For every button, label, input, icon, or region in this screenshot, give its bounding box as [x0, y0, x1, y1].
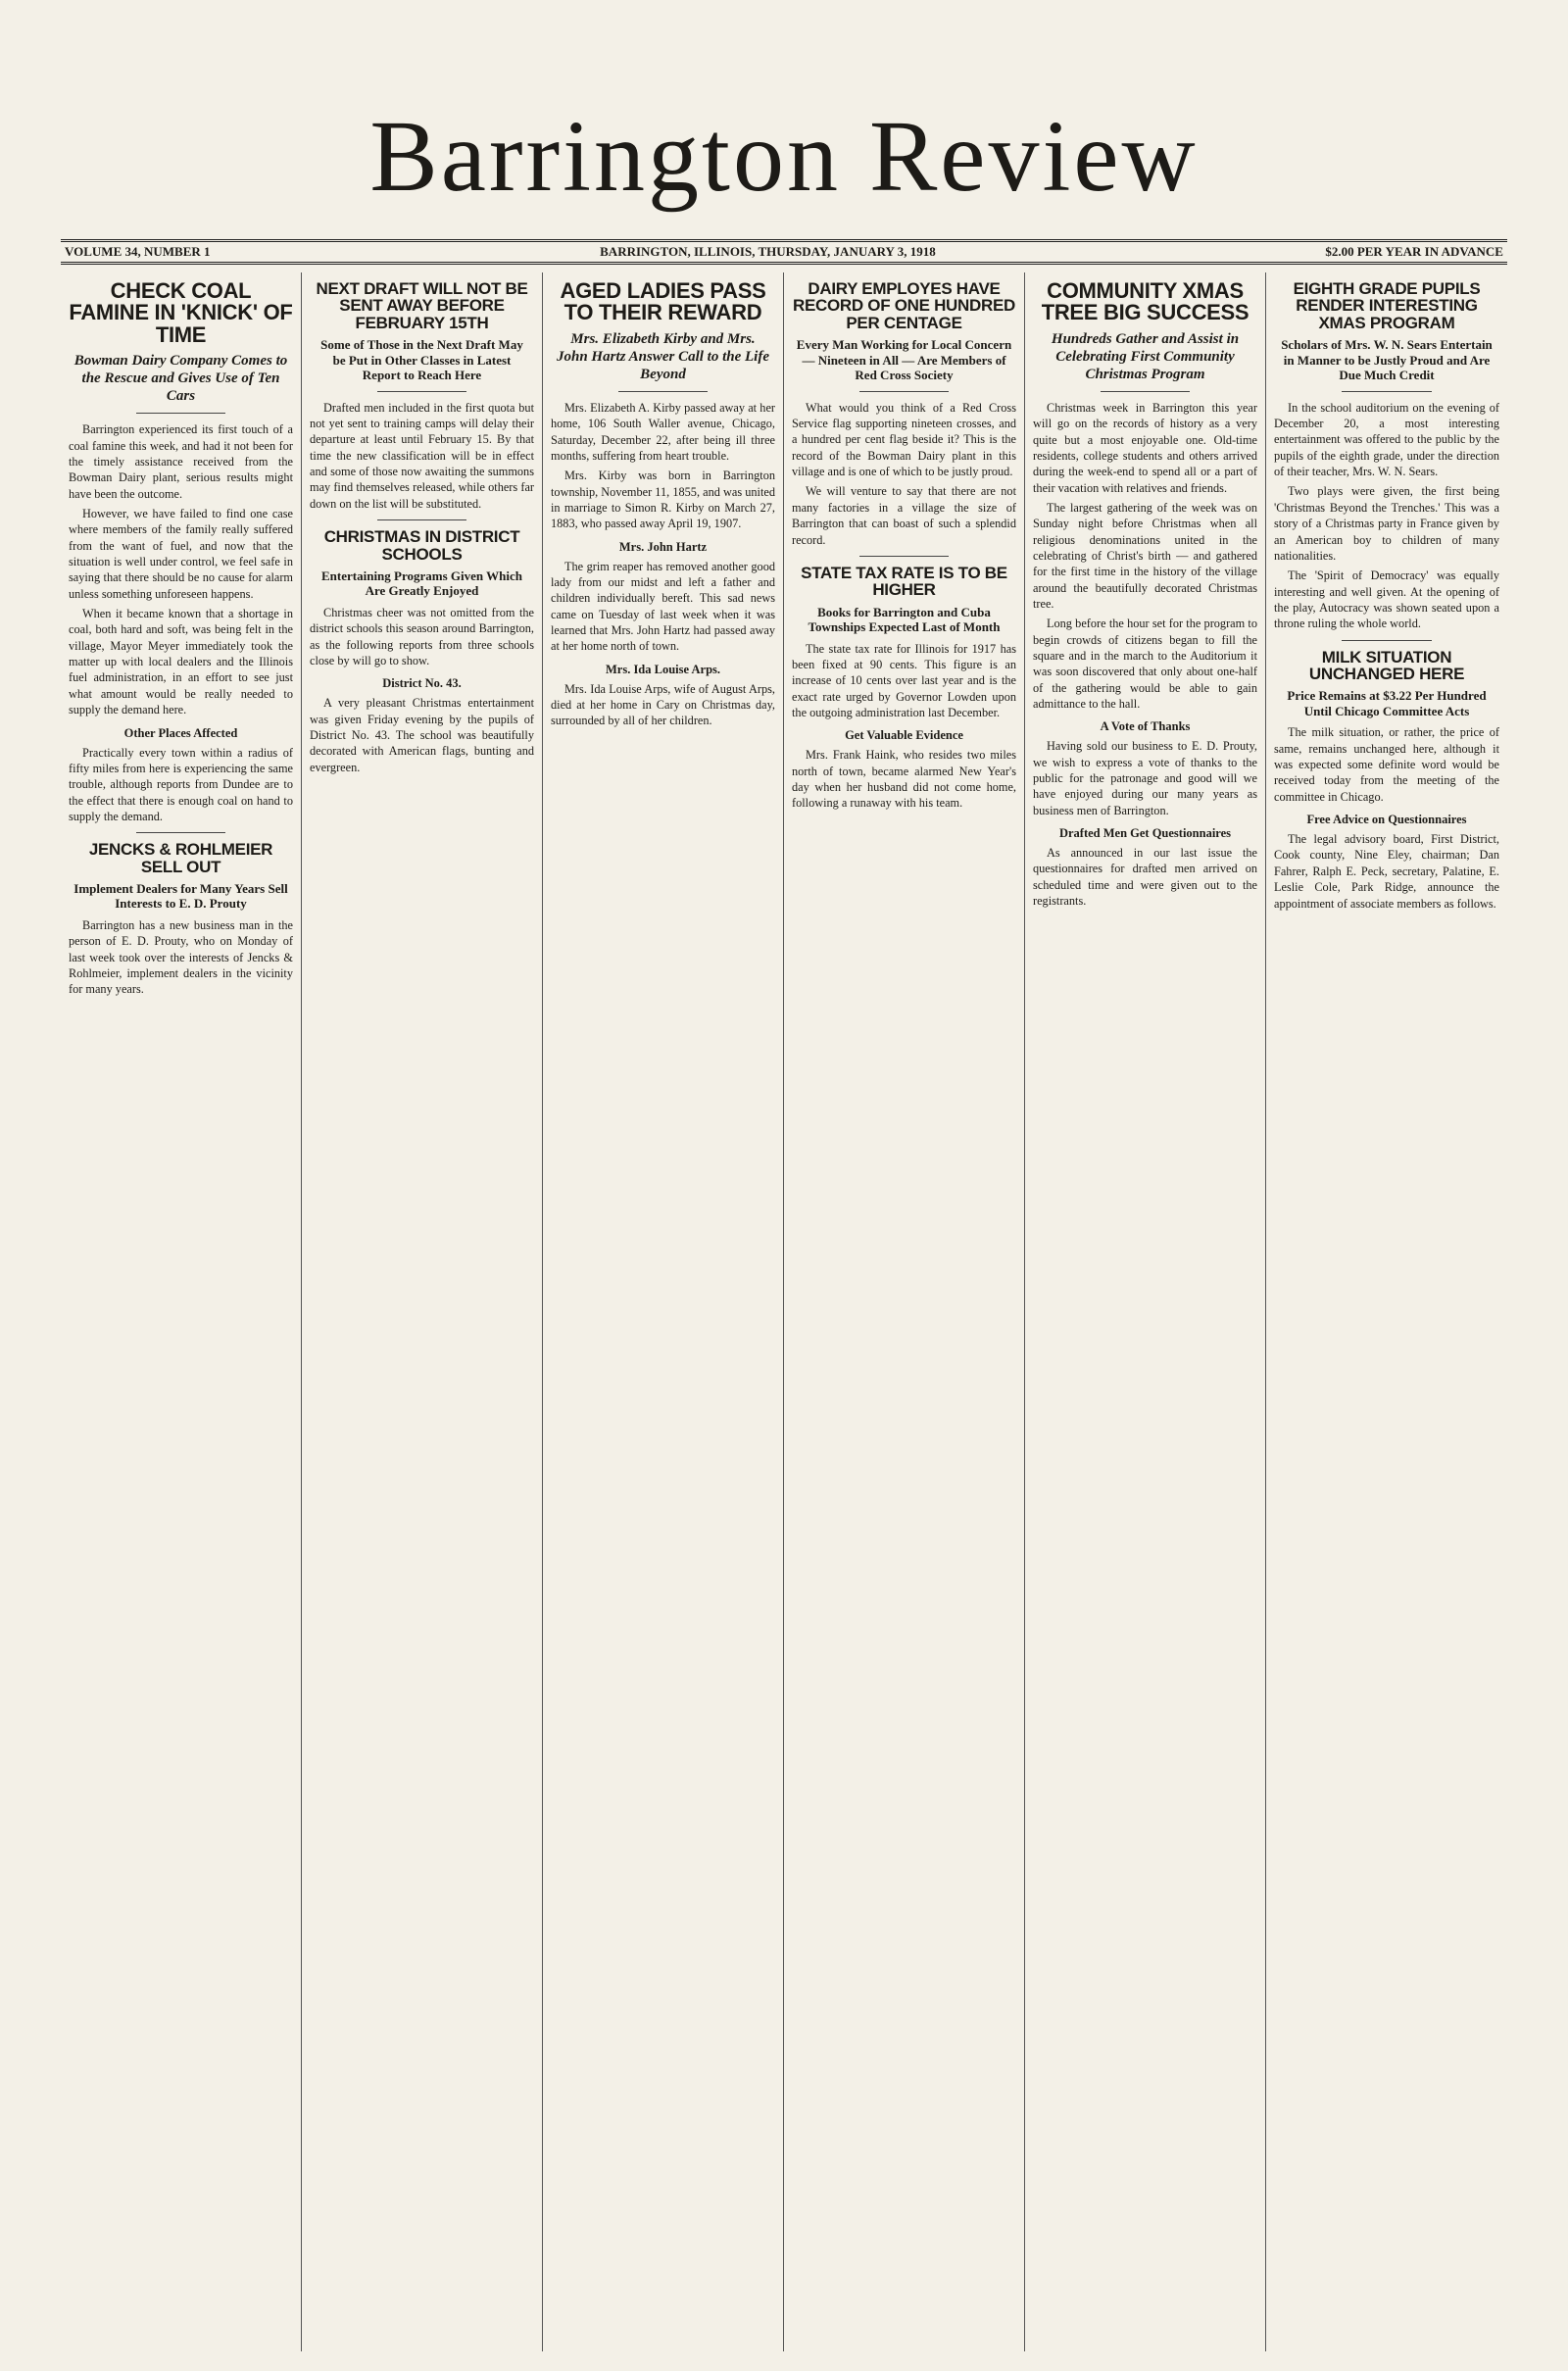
paragraph: Christmas week in Barrington this year will go on the records of history as a very quite but a most enjoyable one. Old-time residents, college students and others arrived during the week-end to spend all or a part of their vacation with relatives and friends. [1033, 400, 1257, 495]
divider [136, 832, 226, 833]
paragraph: Mrs. Frank Haink, who resides two miles north of town, became alarmed New Year's day when her husband did not come home, following a runaway with his team. [792, 748, 1016, 811]
divider [618, 391, 709, 392]
paragraph: The milk situation, or rather, the price of same, remains unchanged here, although it was expected some definite word would be received today from the meeting of the committee in Chicago. [1274, 725, 1499, 804]
paragraph: Drafted men included in the first quota but not yet sent to training camps will delay their departure at least until February 15. By that time the new classification will be in effect and some of those now awaiting the summons may find themselves released, while others far down on the list will be substituted. [310, 400, 534, 511]
paragraph: When it became known that a shortage in coal, both hard and soft, was being felt in the village, Mayor Meyer immediately took the matter up with local dealers and the Illinois fuel administration, in an effort to see just what amount would be really needed to supply the demand here. [69, 607, 293, 717]
paragraph: Practically every town within a radius of fifty miles from here is experiencing the same trouble, although reports from Dundee are to the effect that there is enough coal on hand to supply the demand. [69, 745, 293, 823]
deck-coal-famine: Bowman Dairy Company Comes to the Rescue and Gives Use of Ten Cars [74, 353, 288, 405]
divider [1342, 391, 1432, 392]
subscription-price: $2.00 PER YEAR IN ADVANCE [1325, 244, 1503, 259]
masthead [61, 0, 1507, 231]
column-3 [543, 272, 784, 2351]
deck-state-tax: Books for Barrington and Cuba Townships Expected Last of Month [808, 604, 1001, 635]
paragraph: Christmas cheer was not omitted from the district schools this season around Barrington, as the following reports from three schools close by will go to show. [310, 606, 534, 668]
paragraph: Mrs. Ida Louise Arps, wife of August Arps, died at her home in Cary on Christmas day, surrounded by all of her children. [551, 681, 775, 728]
divider [1101, 391, 1191, 392]
headline-coal-famine: CHECK COAL FAMINE IN 'KNICK' OF TIME [69, 278, 293, 347]
paragraph: We will venture to say that there are not many factories in a village the size of Barrington that can boast of such a splendid record. [792, 484, 1016, 547]
deck-jencks-rohlmeier: Implement Dealers for Many Years Sell Interests to E. D. Prouty [74, 880, 288, 912]
headline-aged-ladies: AGED LADIES PASS TO THEIR REWARD [560, 278, 766, 325]
paragraph: The largest gathering of the week was on Sunday night before Christmas when all religious denominations united in the celebrating of Christ's birth — and gathered for the first time in the history of the village around the beautifully decorated Christmas tree. [1033, 500, 1257, 611]
divider [1342, 640, 1432, 641]
issue-date: BARRINGTON, ILLINOIS, THURSDAY, JANUARY 3, 1918 [600, 244, 936, 259]
article-columns [61, 272, 1507, 2351]
paragraph: What would you think of a Red Cross Service flag supporting nineteen crosses, and a hundred per cent flag beside it? This is the record of the Bowman Dairy plant in this village and is one of which to be justly proud. [792, 400, 1016, 479]
paragraph: As announced in our last issue the questionnaires for drafted men arrived on scheduled time and were given out to the registrants. [1033, 846, 1257, 909]
newspaper-title: Barrington Review [369, 100, 1199, 213]
subhead: Free Advice on Questionnaires [1306, 813, 1467, 827]
paragraph: Barrington experienced its first touch of a coal famine this week, and had it not been for the timely assistance received from the Bowman Dairy plant, serious results might have been the outcome. [69, 422, 293, 501]
divider [136, 413, 226, 414]
column-5 [1025, 272, 1266, 2351]
paragraph: The grim reaper has removed another good lady from our midst and left a father and children individually bereft. This sad news came on Tuesday of last week when it was learned that Mrs. John Hartz had passed away at her home north of town. [551, 559, 775, 654]
headline-eighth-grade: EIGHTH GRADE PUPILS RENDER INTERESTING XMAS PROGRAM [1293, 279, 1481, 332]
paragraph: Having sold our business to E. D. Prouty, we wish to express a vote of thanks to the public for the patronage and good will we have enjoyed during our many years as business men of Barrington. [1033, 739, 1257, 817]
subhead: Mrs. John Hartz [618, 539, 708, 554]
subhead: Drafted Men Get Questionnaires [1058, 826, 1232, 841]
subhead: Other Places Affected [123, 725, 238, 740]
headline-state-tax: STATE TAX RATE IS TO BE HIGHER [801, 563, 1007, 600]
column-6 [1266, 272, 1507, 2351]
volume-number: VOLUME 34, NUMBER 1 [65, 244, 211, 259]
paragraph: However, we have failed to find one case where members of the family really suffered from the want of fuel, and now that the situation is well under control, we feel safe in saying that there should be no cause for alarm unless something unforeseen happens. [69, 507, 293, 601]
divider [377, 391, 467, 392]
paragraph: Two plays were given, the first being 'Christmas Beyond the Trenches.' This was a story of a Christmas party in France given by an American boy to children of many nationalities. [1274, 484, 1499, 563]
column-4 [784, 272, 1025, 2351]
paragraph: Mrs. Kirby was born in Barrington township, November 11, 1855, and was united in marriage to Simon R. Kirby on March 27, 1883, who passed away April 19, 1907. [551, 469, 775, 531]
dateline-bar [61, 239, 1507, 265]
deck-district-schools: Entertaining Programs Given Which Are Greatly Enjoyed [321, 568, 522, 599]
paragraph: The state tax rate for Illinois for 1917 has been fixed at 90 cents. This figure is an increase of 10 cents over last year and is the exact rate urged by Governor Lowden upon the outgoing administration last December. [792, 641, 1016, 720]
paragraph: A very pleasant Christmas entertainment was given Friday evening by the pupils of District No. 43. The school was beautifully decorated with American flags, bunting and evergreen. [310, 696, 534, 774]
column-1 [61, 272, 302, 2351]
deck-dairy-employes: Every Man Working for Local Concern — Nineteen in All — Are Members of Red Cross Society [796, 336, 1012, 383]
paragraph: Barrington has a new business man in the person of E. D. Prouty, who on Monday of last week took over the interests of Jencks & Rohlmeier, implement dealers in the vicinity for many years. [69, 918, 293, 997]
subhead: Get Valuable Evidence [845, 728, 963, 743]
deck-eighth-grade: Scholars of Mrs. W. N. Sears Entertain in Manner to be Justly Proud and Are Due Much Credit [1281, 336, 1493, 383]
column-2 [302, 272, 543, 2351]
headline-dairy-employes: DAIRY EMPLOYES HAVE RECORD OF ONE HUNDRED PER CENTAGE [793, 279, 1015, 332]
paragraph: The 'Spirit of Democracy' was equally interesting and well given. At the opening of the play, Autocracy was shown seated upon a throne ruling the whole world. [1274, 568, 1499, 631]
headline-milk-situation: MILK SITUATION UNCHANGED HERE [1308, 647, 1465, 683]
headline-district-schools: CHRISTMAS IN DISTRICT SCHOOLS [323, 527, 520, 564]
deck-community-xmas: Hundreds Gather and Assist in Celebrating First Community Christmas Program [1051, 330, 1240, 382]
headline-jencks-rohlmeier: JENCKS & ROHLMEIER SELL OUT [88, 840, 273, 876]
subhead: District No. 43. [382, 676, 462, 691]
subhead: A Vote of Thanks [1100, 719, 1191, 734]
deck-aged-ladies: Mrs. Elizabeth Kirby and Mrs. John Hartz Answer Call to the Life Beyond [557, 330, 769, 382]
paragraph: Mrs. Elizabeth A. Kirby passed away at her home, 106 South Waller avenue, Chicago, Saturday, December 22, after being ill three months, suffering from heart trouble. [551, 400, 775, 463]
headline-community-xmas: COMMUNITY XMAS TREE BIG SUCCESS [1041, 278, 1250, 325]
divider [859, 391, 950, 392]
deck-milk-situation: Price Remains at $3.22 Per Hundred Until Chicago Committee Acts [1287, 688, 1487, 718]
subhead: Mrs. Ida Louise Arps. [605, 662, 721, 676]
paragraph: The legal advisory board, First District, Cook county, Nine Eley, chairman; Dan Fahrer, Ralph E. Peck, secretary, Palatine, E. Leslie Cole, Park Ridge, announce the appointment of associate members as follows. [1274, 832, 1499, 911]
paragraph: Long before the hour set for the program to begin crowds of citizens began to fill the square and in the march to the Auditorium it was soon discovered that only about one-half of the gathering would be able to gain admittance to the hall. [1033, 617, 1257, 712]
divider [377, 519, 467, 520]
paragraph: In the school auditorium on the evening of December 20, a most interesting entertainment was offered to the public by the pupils of the eighth grade, under the direction of their teacher, Mrs. W. N. Sears. [1274, 400, 1499, 479]
headline-next-draft: NEXT DRAFT WILL NOT BE SENT AWAY BEFORE FEBRUARY 15TH [316, 279, 528, 332]
deck-next-draft: Some of Those in the Next Draft May be Put in Other Classes in Latest Report to Reach Here [320, 336, 523, 383]
divider [859, 556, 950, 557]
